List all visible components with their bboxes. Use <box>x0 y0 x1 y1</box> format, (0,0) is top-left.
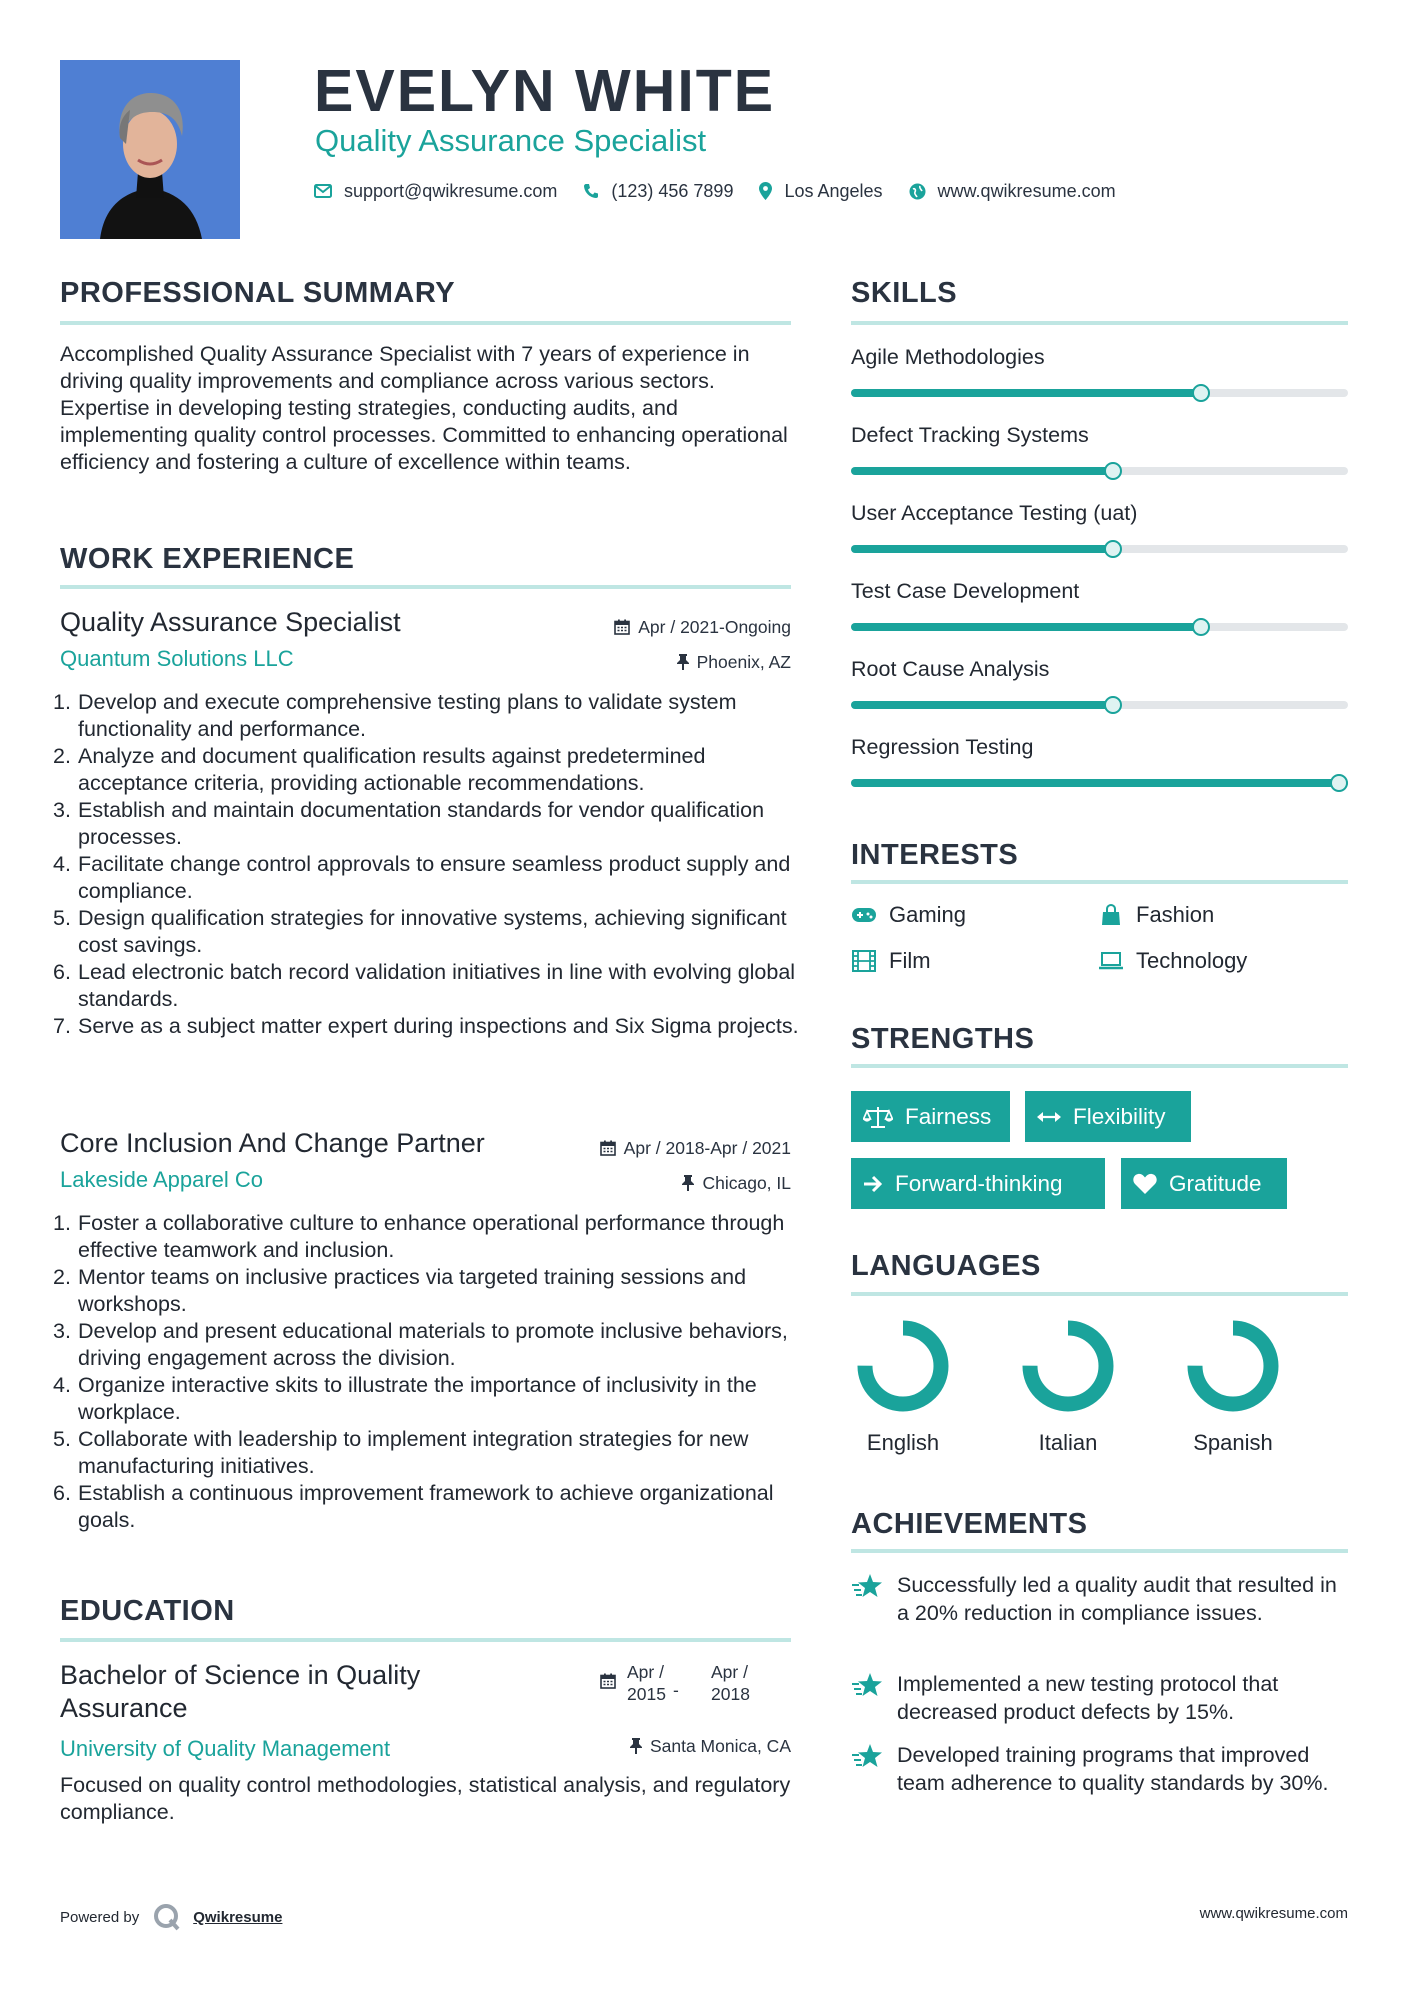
edu-end-year: 2018 <box>711 1684 750 1704</box>
skill-bar <box>851 779 1348 787</box>
edu-start-month: Apr / <box>627 1662 664 1682</box>
skill-bar-knob <box>1192 618 1210 636</box>
strength-tag-fairness <box>851 1091 1010 1142</box>
star-icon <box>851 1571 897 1627</box>
job-location <box>677 651 791 673</box>
edu-end-month: Apr / <box>711 1662 748 1682</box>
language-level-ring <box>1013 1318 1123 1418</box>
phone-icon <box>583 183 599 199</box>
achievements-heading: ACHIEVEMENTS <box>851 1508 1088 1540</box>
skill-name: Regression Testing <box>851 735 1034 759</box>
skill-bar-fill <box>851 623 1201 631</box>
list-item: 2. Analyze and document qualification results against predetermined acceptance criteria, providing actionable recommendations. <box>53 744 706 795</box>
work-heading: WORK EXPERIENCE <box>60 543 355 575</box>
skill-name: Test Case Development <box>851 579 1080 603</box>
skills-heading: SKILLS <box>851 277 958 309</box>
email-icon <box>314 184 332 198</box>
job-location-text: Phoenix, AZ <box>696 652 791 672</box>
list-item: 4. Facilitate change control approvals to ensure seamless product supply and compliance. <box>53 852 791 903</box>
powered-by-label: Powered by <box>60 1908 140 1926</box>
skill-name: Agile Methodologies <box>851 345 1045 369</box>
globe-icon <box>909 183 926 200</box>
job-location-text: Chicago, IL <box>702 1173 791 1193</box>
interest-gaming <box>851 901 966 929</box>
calendar-icon <box>614 619 630 635</box>
achievement-item <box>851 1571 1351 1627</box>
skill-bar-knob <box>1330 774 1348 792</box>
interest-label: Gaming <box>889 902 967 927</box>
strength-tag-forward-thinking <box>851 1158 1105 1209</box>
calendar-icon <box>600 1672 616 1694</box>
achievements-divider <box>851 1549 1348 1553</box>
list-item: 5. Collaborate with leadership to implement integration strategies for new manufacturing initiatives. <box>53 1427 749 1478</box>
achievement-item <box>851 1741 1351 1797</box>
list-item: 7. Serve as a subject matter expert during inspections and Six Sigma projects. <box>53 1014 799 1038</box>
skill-name: Root Cause Analysis <box>851 657 1050 681</box>
list-item: 1. Foster a collaborative culture to enhance operational performance through effective teamwork and inclusion. <box>53 1211 785 1262</box>
education-heading: EDUCATION <box>60 1595 235 1627</box>
language-level-arc <box>1195 1328 1271 1404</box>
list-item: 2. Mentor teams on inclusive practices via targeted training sessions and workshops. <box>53 1265 747 1316</box>
work-divider <box>60 585 791 589</box>
interest-label: Technology <box>1136 948 1248 973</box>
skill-bar-fill <box>851 467 1113 475</box>
interest-label: Fashion <box>1136 902 1215 927</box>
skill-name: Defect Tracking Systems <box>851 423 1089 447</box>
balance-scale-icon <box>863 1106 893 1128</box>
list-item: 1. Develop and execute comprehensive testing plans to validate system functionality and performance. <box>53 690 737 741</box>
language-label: Italian <box>1038 1430 1098 1455</box>
job-bullets <box>53 1210 800 1534</box>
skill-bar-knob <box>1104 696 1122 714</box>
skill-name: User Acceptance Testing (uat) <box>851 501 1138 525</box>
skill-bar <box>851 545 1348 553</box>
profile-photo <box>60 60 240 239</box>
achievement-text: Implemented a new testing protocol that decreased product defects by 15%. <box>897 1672 1279 1724</box>
powered-by <box>60 1903 282 1931</box>
job-date-text: Apr / 2021-Ongoing <box>638 617 791 637</box>
language-level-arc <box>1030 1328 1106 1404</box>
shopping-bag-icon <box>1098 904 1124 926</box>
language-item <box>848 1318 958 1455</box>
strength-tag-gratitude <box>1121 1158 1287 1209</box>
strength-label: Gratitude <box>1169 1170 1262 1196</box>
job-title: Core Inclusion And Change Partner <box>60 1128 485 1158</box>
job-date <box>600 1137 791 1159</box>
skill-bar-fill <box>851 389 1201 397</box>
skill-bar <box>851 467 1348 475</box>
profile-portrait-image <box>60 60 240 239</box>
skill-bar-fill <box>851 701 1113 709</box>
film-icon <box>851 950 877 972</box>
contact-phone[interactable]: (123) 456 7899 <box>611 180 734 201</box>
achievement-item <box>851 1670 1351 1726</box>
contact-bar <box>314 178 1142 204</box>
pushpin-icon <box>682 1175 694 1191</box>
language-item <box>1013 1318 1123 1455</box>
skill-bar <box>851 701 1348 709</box>
skill-bar-knob <box>1104 540 1122 558</box>
achievement-text: Developed training programs that improved team adherence to quality standards by 30%. <box>897 1743 1329 1795</box>
skill-bar-knob <box>1104 462 1122 480</box>
job-date-text: Apr / 2018-Apr / 2021 <box>623 1138 791 1158</box>
gamepad-icon <box>851 907 877 923</box>
map-pin-icon <box>759 182 772 200</box>
skill-bar-fill <box>851 779 1348 787</box>
school-name: University of Quality Management <box>60 1736 391 1761</box>
contact-email[interactable]: support@qwikresume.com <box>344 180 558 201</box>
job-title: Quality Assurance Specialist <box>60 607 401 637</box>
pushpin-icon <box>630 1738 642 1754</box>
language-label: Spanish <box>1193 1430 1273 1455</box>
edu-date-separator: - <box>673 1680 679 1700</box>
school-location <box>630 1735 791 1757</box>
candidate-name: EVELYN WHITE <box>314 58 776 124</box>
list-item: 6. Lead electronic batch record validation initiatives in line with evolving global standards. <box>53 960 796 1011</box>
interest-technology <box>1098 947 1247 975</box>
summary-text: Accomplished Quality Assurance Specialist with 7 years of experience in driving quality improvements and compliance across various sectors. Expertise in developing testing strategies, conducting audits, and implementing quality control processes. Committed to enhancing operational efficiency and fostering a culture of excellence within teams. <box>60 342 788 474</box>
strength-tag-flexibility <box>1025 1091 1191 1142</box>
language-item <box>1178 1318 1288 1455</box>
job-bullets <box>53 689 800 1040</box>
laptop-icon <box>1098 952 1124 970</box>
skill-bar <box>851 623 1348 631</box>
interests-divider <box>851 880 1348 884</box>
qwikresume-logo-icon <box>153 1903 181 1931</box>
list-item: 4. Organize interactive skits to illustrate the importance of inclusivity in the workplace. <box>53 1373 757 1424</box>
arrow-right-icon <box>863 1175 883 1193</box>
skill-bar-fill <box>851 545 1113 553</box>
list-item: 5. Design qualification strategies for innovative systems, achieving significant cost savings. <box>53 906 787 957</box>
interest-fashion <box>1098 901 1214 929</box>
school-location-text: Santa Monica, CA <box>649 1736 791 1756</box>
contact-location: Los Angeles <box>784 180 883 201</box>
skill-bar-knob <box>1192 384 1210 402</box>
edu-start-year: 2015 <box>627 1684 666 1704</box>
languages-divider <box>851 1292 1348 1296</box>
calendar-icon <box>600 1140 616 1156</box>
strengths-heading: STRENGTHS <box>851 1023 1035 1055</box>
candidate-role: Quality Assurance Specialist <box>315 123 707 158</box>
star-icon <box>851 1670 897 1726</box>
language-level-ring <box>1178 1318 1288 1418</box>
heart-icon <box>1133 1173 1157 1194</box>
strength-label: Forward-thinking <box>895 1170 1063 1196</box>
arrows-horizontal-icon <box>1037 1111 1061 1123</box>
job-location <box>682 1172 791 1194</box>
job-company: Quantum Solutions LLC <box>60 646 294 671</box>
summary-divider <box>60 321 791 325</box>
achievement-text: Successfully led a quality audit that resulted in a 20% reduction in compliance issues. <box>897 1573 1337 1625</box>
education-divider <box>60 1638 791 1642</box>
footer-url[interactable]: www.qwikresume.com <box>1199 1905 1348 1922</box>
education-text: Focused on quality control methodologies, statistical analysis, and regulatory compliance. <box>60 1773 791 1824</box>
language-level-arc <box>865 1328 941 1404</box>
language-label: English <box>866 1430 940 1455</box>
pushpin-icon <box>677 654 689 670</box>
list-item: 3. Develop and present educational materials to promote inclusive behaviors, driving engagement across the division. <box>53 1319 788 1370</box>
strengths-divider <box>851 1064 1348 1068</box>
star-icon <box>851 1741 897 1797</box>
qwikresume-link[interactable]: Qwikresume <box>193 1908 283 1926</box>
interest-label: Film <box>889 948 931 973</box>
language-level-ring <box>848 1318 958 1418</box>
strength-label: Fairness <box>905 1103 992 1129</box>
strength-label: Flexibility <box>1073 1103 1166 1129</box>
skill-bar <box>851 389 1348 397</box>
contact-website[interactable]: www.qwikresume.com <box>937 180 1116 201</box>
skills-divider <box>851 321 1348 325</box>
languages-heading: LANGUAGES <box>851 1250 1041 1282</box>
summary-heading: PROFESSIONAL SUMMARY <box>60 277 456 309</box>
interests-heading: INTERESTS <box>851 839 1019 871</box>
job-company: Lakeside Apparel Co <box>60 1167 264 1192</box>
list-item: 3. Establish and maintain documentation standards for vendor qualification processes. <box>53 798 765 849</box>
job-date <box>614 616 791 638</box>
list-item: 6. Establish a continuous improvement framework to achieve organizational goals. <box>53 1481 774 1532</box>
interest-film <box>851 947 931 975</box>
degree-title: Bachelor of Science in Quality Assurance <box>60 1660 421 1723</box>
